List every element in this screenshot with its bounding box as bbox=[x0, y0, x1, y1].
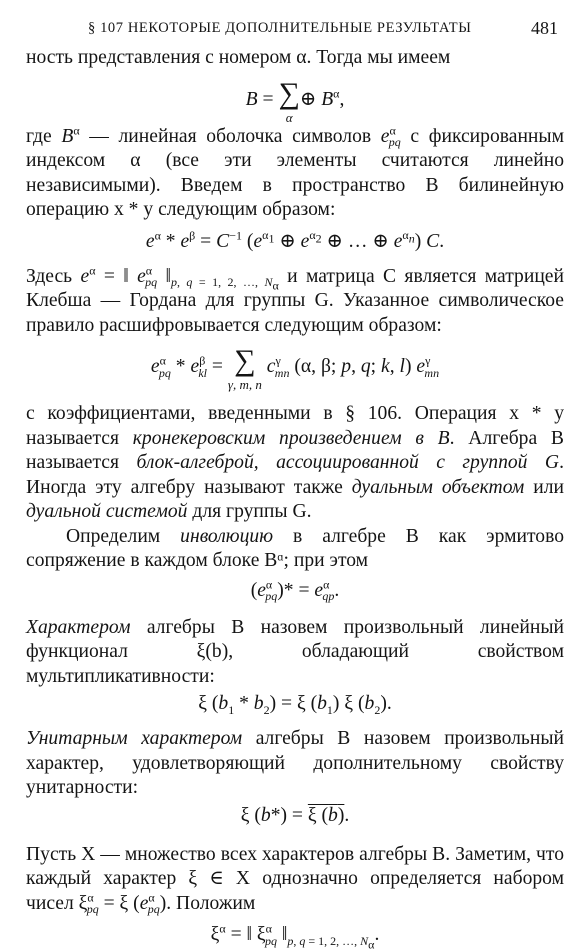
p4-c: . Алгебра B называется bbox=[26, 427, 564, 473]
formula-multiplicativity: ξ $(b_1 * b_2) = \xi$ $(b_1)$ ξ $(b_2)$. bbox=[198, 693, 392, 717]
p8-b: Положим bbox=[176, 892, 256, 914]
paragraph-1: ность представления с номером α. Тогда мы имеем bbox=[26, 47, 451, 68]
p4-a: с коэффициентами, введенными в § 106. Операция x * y называется bbox=[26, 403, 564, 449]
p2-middle: — линейная оболочка символов bbox=[89, 125, 372, 147]
p2-start: где bbox=[26, 125, 52, 147]
formula-product: $e^\alpha * e^\beta = C^{-1}$ ($e^{\alpha_1}$ ⊕ $e^{\alpha_2}$ ⊕ … ⊕ $e^{\alpha_n}$) C. bbox=[145, 227, 445, 252]
p3-end: и матрица C является матрицей Клебша — Гордана для группы G. Указанное символическое правило расшифровывается следующим образом: bbox=[26, 265, 564, 336]
term-dual-system: дуальной системой bbox=[26, 501, 188, 522]
paragraph-2: где $B^\alpha$ — линейная оболочка символов $e^\alpha_{pq}$ с фиксированным индексом α (все эти элементы считаются линейно независимыми). Введем в пространство B билинейную операцию x * y следующим образом: bbox=[26, 122, 564, 220]
p5-a: Определим bbox=[66, 525, 161, 547]
p3-start: Здесь bbox=[26, 265, 73, 287]
paragraph-6 bbox=[26, 616, 564, 690]
term-kronecker-product: кронекеровским произведением в B bbox=[132, 427, 450, 449]
term-block-algebra: блок-алгеброй, ассоциированной с группой G bbox=[136, 452, 560, 473]
formula-direct-sum: B = ∑ α ⊕ $B^\alpha$, bbox=[245, 76, 345, 125]
paragraph-7 bbox=[26, 727, 564, 801]
running-header bbox=[26, 0, 564, 46]
paragraph-8: Пусть X — множество всех характеров алгебры B. Заметим, что каждый характер ξ ∈ X однозначно определяется набором чисел $\xi^\alpha_{pq} = \xi$ $(e^\alpha_{pq})$. Положим bbox=[26, 843, 564, 917]
formula-character-matrix: $\xi^\alpha$ = ‖ $\xi^\alpha_{pq}$ $‖_{p, q = 1, 2, \dots, N_\alpha}$. bbox=[210, 921, 380, 951]
p4-i: для группы G. bbox=[192, 501, 312, 522]
p6-b: алгебры B назовем произвольный линейный функционал ξ(b), обладающий свойством мультипликативности: bbox=[26, 616, 564, 687]
term-involution: инволюцию bbox=[180, 525, 274, 547]
p7-b: алгебры B назовем произвольный характер, удовлетворяющий дополнительному свойству унитарности: bbox=[26, 728, 565, 798]
paragraph-4 bbox=[26, 402, 564, 525]
p5-c: в алгебре B как эрмитово сопряжение в каждом блоке Bᵅ; при этом bbox=[26, 525, 564, 571]
p4-e: . Иногда эту алгебру называют также bbox=[26, 452, 564, 498]
formula-clebsch-gordan: $e^\alpha_{pq} * e^\beta_{kl}$ = ∑ γ, m, n $c^\gamma_{mn}$ (α, β; p, q; k, l) $e^\gamma_{mn}$ bbox=[150, 344, 440, 392]
paragraph-3: Здесь $e^\alpha$ = ‖ $e^\alpha_{pq}$ $‖_{p, q = 1, 2, \dots, N_\alpha}$ и матрица C является матрицей Клебша — Гордана для группы G. Указанное символическое правило расшифровывается следующим образом: bbox=[26, 262, 564, 336]
p2-end: с фиксированным индексом α (все эти элементы считаются линейно независимыми). Введем в пространство B билинейную операцию x * y следующим образом: bbox=[26, 125, 564, 220]
p4-g: или bbox=[533, 476, 565, 498]
formula-unitarity: ξ (b*) = ξ (b). bbox=[240, 804, 350, 826]
formula-involution: $(e^\alpha_{pq})* = e^\alpha_{qp}$. bbox=[250, 576, 340, 604]
term-unitary-character: Унитарным характером bbox=[26, 728, 243, 749]
term-dual-object: дуальным объектом bbox=[351, 476, 525, 498]
page-number: 481 bbox=[531, 18, 558, 38]
section-title: § 107 НЕКОТОРЫЕ ДОПОЛНИТЕЛЬНЫЕ РЕЗУЛЬТАТЫ bbox=[88, 20, 472, 36]
p8-a: Пусть X — множество всех характеров алгебры B. Заметим, что каждый характер ξ ∈ X однозначно определяется набором чисел bbox=[26, 843, 564, 914]
term-character: Характером bbox=[26, 616, 131, 638]
paragraph-5 bbox=[26, 525, 564, 574]
